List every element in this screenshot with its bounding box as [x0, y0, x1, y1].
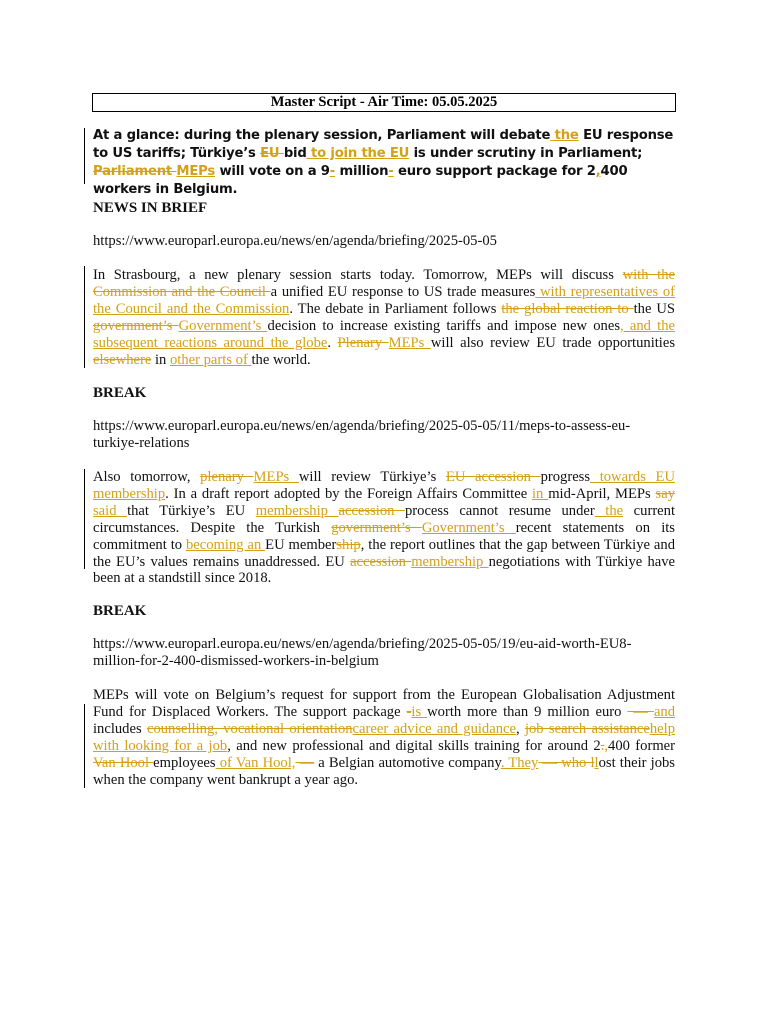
text-run: .: [327, 334, 338, 351]
change-bar: [84, 704, 85, 788]
text-run: euro support package for 2: [393, 164, 596, 179]
text-run: ,: [515, 720, 525, 737]
tracked-insertion: MEPs: [176, 164, 216, 179]
tracked-deletion: counselling, vocational orientation: [146, 720, 353, 737]
tracked-insertion: in: [532, 485, 549, 502]
tracked-deletion: EU accession: [445, 469, 541, 485]
tracked-insertion: l: [594, 754, 599, 771]
text-run: In Strasbourg, a new plenary session starts today. Tomorrow, MEPs will discuss: [93, 267, 623, 283]
section-heading-break: BREAK: [93, 603, 147, 619]
tracked-deletion: Plenary: [337, 334, 389, 351]
tracked-insertion: membership: [255, 502, 339, 519]
text-run: will vote on a 9: [215, 164, 330, 179]
text-run: recent statements on its commitment to: [93, 519, 675, 553]
text-run: 400 former: [608, 737, 676, 754]
tracked-deletion: ship: [336, 536, 361, 553]
tracked-insertion: -: [388, 164, 394, 179]
text-run: EU member: [265, 536, 337, 553]
tracked-deletion: the global reaction to: [501, 300, 634, 317]
tracked-insertion: of Van Hool,: [215, 754, 296, 771]
tracked-deletion: .: [600, 737, 605, 754]
tracked-deletion: government’s: [331, 519, 422, 536]
tracked-deletion: Parliament: [93, 164, 177, 179]
text-run: employees: [153, 754, 216, 771]
tracked-insertion: is: [411, 703, 428, 720]
tracked-insertion: -: [329, 164, 336, 179]
tracked-deletion: say: [655, 485, 676, 502]
tracked-deletion: accession: [350, 553, 412, 570]
source-link[interactable]: https://www.europarl.europa.eu/news/en/agenda/briefing/2025-05-05/11/meps-to-assess-eu-turkiye-relations: [93, 418, 631, 451]
tracked-insertion: help with looking for a job: [93, 720, 675, 754]
text-run: EU response to US tariffs; Türkiye’s: [93, 128, 674, 161]
tracked-insertion: becoming an: [185, 536, 266, 553]
text-run: At a glance: during the plenary session, Parliament will debate: [93, 128, 551, 143]
text-run: , the report outlines that the gap between Türkiye and the EU’s values remains unaddressed. EU: [93, 536, 676, 570]
text-run: will also review EU trade opportunities: [430, 334, 676, 351]
text-run: will review Türkiye’s: [298, 469, 446, 485]
tracked-deletion: plenary: [200, 469, 254, 485]
tracked-deletion: —: [627, 703, 654, 720]
text-run: ost their jobs when the company went bankrupt a year ago.: [93, 754, 675, 788]
tracked-insertion: career advice and guidance: [352, 720, 516, 737]
tracked-insertion: to join the EU: [306, 146, 410, 161]
tracked-deletion: with the Commission and the Council: [93, 267, 675, 300]
tracked-insertion: the: [594, 502, 624, 519]
tracked-deletion: government’s: [93, 317, 179, 334]
tracked-insertion: . They: [500, 754, 539, 771]
tracked-insertion: Government’s: [178, 317, 268, 334]
text-run: bid: [283, 146, 307, 161]
text-run: a Belgian automotive company: [314, 754, 501, 771]
text-run: million: [335, 164, 389, 179]
text-run: , and new professional and digital skills training for around 2: [227, 737, 601, 754]
tracked-insertion: towards EU membership: [93, 469, 675, 502]
tracked-insertion: and: [653, 703, 676, 720]
text-run: worth more than 9 million euro: [427, 703, 628, 720]
tracked-insertion: ,: [595, 164, 601, 179]
change-bar: [84, 266, 85, 368]
tracked-insertion: said: [93, 502, 128, 519]
tracked-insertion: the: [550, 128, 579, 143]
text-run: decision to increase existing tariffs and impose new ones: [267, 317, 621, 334]
text-run: progress: [540, 469, 591, 485]
source-link[interactable]: https://www.europarl.europa.eu/news/en/agenda/briefing/2025-05-05/19/eu-aid-worth-EU8-million-for-2-400-dismissed-workers-in-belgium: [93, 636, 632, 669]
text-run: negotiations with Türkiye have been at a standstill since 2018.: [93, 553, 676, 587]
tracked-insertion: ,: [604, 737, 609, 754]
text-run: the world.: [251, 351, 311, 368]
tracked-insertion: Government’s: [421, 519, 516, 536]
tracked-deletion: elsewhere: [93, 351, 152, 368]
tracked-deletion: — who l: [538, 754, 595, 771]
page-title: Master Script - Air Time: 05.05.2025: [92, 93, 676, 112]
text-run: in: [151, 351, 170, 368]
tracked-insertion: other parts of: [170, 351, 252, 368]
text-run: includes: [93, 720, 147, 737]
paragraph-turkiye-relations: [93, 469, 675, 587]
tracked-insertion: MEPs: [388, 334, 431, 351]
tracked-deletion: job search assistance: [524, 720, 650, 737]
text-run: mid-April, MEPs: [548, 485, 656, 502]
section-heading-break: BREAK: [93, 385, 147, 401]
text-run: . In a draft report adopted by the Foreign Affairs Committee: [165, 485, 532, 502]
tracked-deletion: accession: [338, 502, 405, 519]
paragraph-belgium-workers: [93, 687, 675, 788]
tracked-deletion: —: [295, 754, 315, 771]
text-run: MEPs will vote on Belgium’s request for support from the European Globalisation Adjustment Fund for Displaced Workers. The support package: [93, 687, 675, 720]
text-run: Also tomorrow,: [93, 469, 201, 485]
change-bar: [84, 469, 85, 569]
tracked-insertion: membership: [411, 553, 489, 570]
text-run: a unified EU response to US trade measures: [270, 283, 536, 300]
tracked-deletion: -: [406, 703, 412, 720]
text-run: current circumstances. Despite the Turkish: [93, 502, 676, 536]
paragraph-trade-response: [93, 267, 675, 368]
text-run: the US: [633, 300, 675, 317]
tracked-deletion: Van Hool: [93, 754, 154, 771]
at-a-glance-summary: [93, 127, 675, 199]
source-link[interactable]: https://www.europarl.europa.eu/news/en/agenda/briefing/2025-05-05: [93, 233, 497, 249]
section-heading-news-in-brief: NEWS IN BRIEF: [93, 200, 208, 216]
tracked-insertion: MEPs: [253, 469, 299, 485]
text-run: . The debate in Parliament follows: [289, 300, 502, 317]
text-run: is under scrutiny in Parliament;: [409, 146, 643, 161]
text-run: that Türkiye’s EU: [127, 502, 256, 519]
tracked-insertion: with representatives of the Council and the Commission: [93, 283, 675, 317]
text-run: 400 workers in Belgium.: [93, 164, 628, 197]
tracked-insertion: , and the subsequent reactions around the globe: [93, 317, 675, 351]
change-bar: [84, 128, 85, 184]
text-run: process cannot resume under: [404, 502, 595, 519]
tracked-deletion: EU: [260, 146, 284, 161]
